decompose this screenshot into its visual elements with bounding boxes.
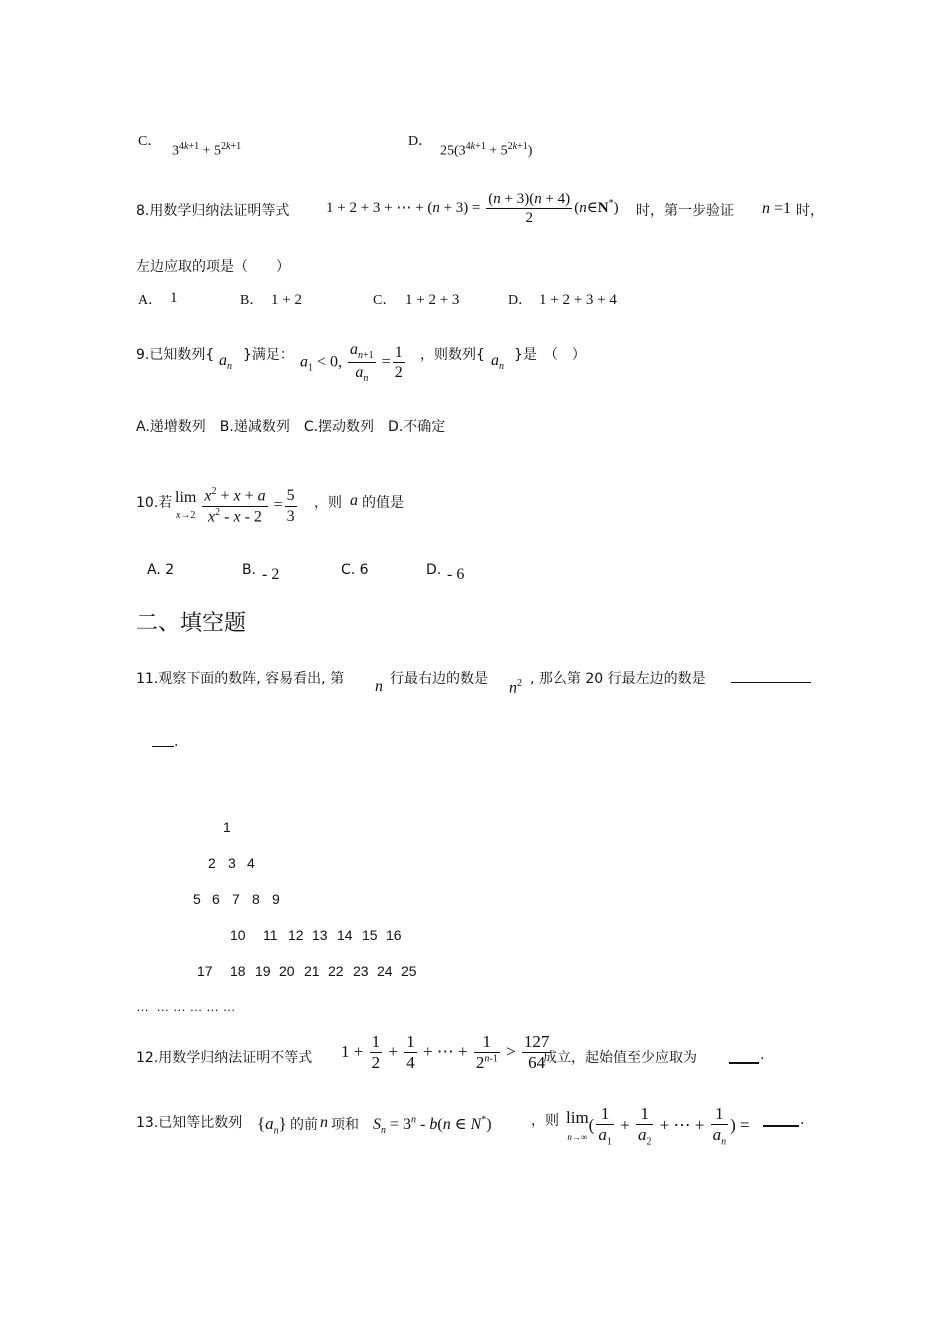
section-title: 二、填空题 (136, 611, 247, 636)
q8-option-d-expr: 1 + 2 + 3 + 4 (539, 292, 617, 308)
triangle-cell: 25 (401, 963, 417, 979)
triangle-cell: 2 (208, 855, 216, 871)
q10-limit: lim x→2 $\frac{x^2 + x + a}{x^2 - x - 2}$ = $\frac{5}{3}$ (175, 486, 295, 525)
q8-option-c-label: C． (373, 293, 397, 308)
q8-suffix: 时，第一步验证 (636, 203, 734, 219)
q13-answer-blank[interactable] (763, 1125, 799, 1127)
q9-mid2: ，则数列{ (420, 347, 485, 363)
triangle-cell: 19 (255, 963, 271, 979)
q8-option-c-expr: 1 + 2 + 3 (405, 292, 460, 308)
triangle-cell: 3 (228, 855, 236, 871)
q12-suffix: 成立，起始值至少应取为 (543, 1050, 697, 1066)
triangle-cell: 8 (252, 891, 260, 907)
q10-prefix: 10.若 (136, 495, 173, 511)
q13-mid2: 项和 (331, 1117, 359, 1133)
q13-mid3: ，则 (531, 1113, 559, 1129)
triangle-cell: 1 (223, 819, 231, 835)
q9-end: }是 （ ） (514, 347, 586, 363)
q13-mid: 的前 (290, 1117, 318, 1133)
q8-option-b-expr: 1 + 2 (271, 292, 302, 308)
triangle-cell: 21 (304, 963, 320, 979)
triangle-cell: 14 (337, 927, 353, 943)
q9-options: A.递增数列 B.递减数列 C.摆动数列 D.不确定 (136, 419, 446, 435)
q13-n: n (320, 1114, 328, 1131)
q10-suffix: ，则 (314, 495, 342, 511)
q10-a-symbol: a (350, 492, 358, 509)
q11-answer-blank[interactable] (731, 682, 811, 683)
q8-option-d-label: D． (508, 293, 533, 308)
triangle-cell: 6 (212, 891, 220, 907)
q13-prefix: 13.已知等比数列 (136, 1115, 243, 1131)
q10-option-b-label: B. (242, 562, 257, 578)
q9-mid: }满足： (243, 347, 294, 363)
triangle-cell: 22 (328, 963, 344, 979)
triangle-cell: 24 (377, 963, 393, 979)
q8-option-a-expr: 1 (170, 290, 178, 306)
triangle-cell: 18 (230, 963, 246, 979)
q8-n-eq-1: n =1 (762, 200, 792, 217)
q8-prefix: 8.用数学归纳法证明等式 (136, 203, 290, 219)
q8-line2: 左边应取的项是（ ） (136, 259, 290, 275)
triangle-ellipsis: … … … … … … (136, 999, 236, 1014)
q8-option-b-label: B． (240, 293, 264, 308)
q7-option-c-expr: $3^{4k+1} + 5^{2k+1}$ (172, 141, 242, 159)
triangle-cell: 15 (362, 927, 378, 943)
triangle-cell: 9 (272, 891, 280, 907)
q7-option-c-label: C． (138, 134, 162, 149)
q7-option-d-expr: $25(3^{4k+1} + 5^{2k+1})$ (440, 141, 533, 159)
q9-an-1: $a_n$ (219, 352, 232, 373)
q12-answer-blank[interactable] (729, 1062, 759, 1064)
q12-prefix: 12.用数学归纳法证明不等式 (136, 1050, 313, 1066)
q11-suffix: , 那么第 20 行最左边的数是 (530, 671, 706, 687)
q11-mid: 行最右边的数是 (390, 671, 488, 687)
triangle-cell: 13 (312, 927, 328, 943)
q11-n: n (375, 678, 383, 695)
q10-option-d-value: - 6 (447, 566, 465, 583)
triangle-cell: 17 (197, 963, 213, 979)
triangle-cell: 7 (232, 891, 240, 907)
q9-condition: $a_1 < 0$, $\frac{a_{n+1}}{a_n}$ = $\frac{1}{2}$ (300, 341, 403, 385)
q10-option-c: C. 6 (341, 562, 369, 578)
triangle-cell: 12 (288, 927, 304, 943)
q11-tail: . (174, 734, 179, 750)
triangle-cell: 5 (193, 891, 201, 907)
q10-option-a: A. 2 (147, 562, 175, 578)
q8-equation: 1 + 2 + 3 + ⋯ + (n + 3) = $\frac{(n + 3)(n + 4)}{2}$ (n∈N*) (326, 191, 619, 226)
q9-prefix: 9.已知数列{ (136, 347, 215, 363)
q7-option-d-label: D． (408, 134, 433, 149)
triangle-cell: 16 (386, 927, 402, 943)
q10-option-d-label: D. (426, 562, 442, 578)
q11-n-squared: $n^2$ (509, 678, 522, 697)
triangle-cell: 4 (247, 855, 255, 871)
triangle-cell: 11 (263, 927, 278, 943)
q11-prefix: 11.观察下面的数阵, 容易看出, 第 (136, 671, 345, 687)
q13-limit: lim n→∞( $\frac{1}{a_1}$ + $\frac{1}{a_2}$ + ⋯ + $\frac{1}{a_n}$ ) = (566, 1104, 750, 1148)
q12-tail: . (760, 1047, 765, 1063)
q8-option-a-label: A． (138, 293, 163, 308)
q11-answer-blank-cont[interactable] (152, 746, 174, 747)
q13-sequence: $\{a_n\}$ (257, 1114, 287, 1137)
triangle-cell: 23 (353, 963, 369, 979)
q12-inequality: 1 + $\frac{1}{2}$ + $\frac{1}{4}$ + ⋯ + $\frac{1}{2^{n-1}}$ > $\frac{127}{64}$ (341, 1032, 550, 1073)
q13-sum-formula: $S_n = 3^n - b(n$ ∈ N*) (373, 1114, 492, 1137)
triangle-cell: 20 (279, 963, 295, 979)
q10-suffix2: 的值是 (362, 495, 404, 511)
q8-suffix2: 时， (796, 203, 824, 219)
triangle-cell: 10 (230, 927, 246, 943)
q9-an-2: $a_n$ (491, 352, 504, 373)
q10-option-b-value: - 2 (262, 566, 280, 583)
q13-tail: . (800, 1112, 805, 1128)
